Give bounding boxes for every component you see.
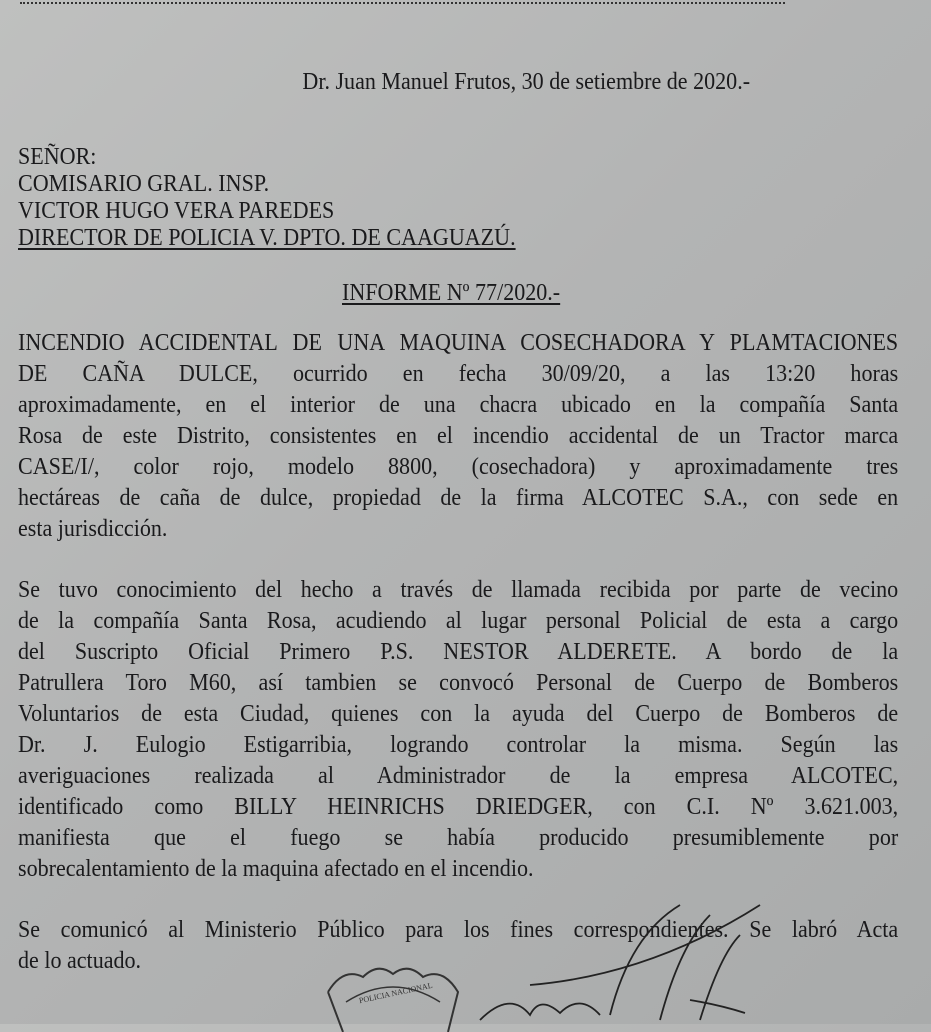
addressee-line: COMISARIO GRAL. INSP. — [18, 170, 270, 197]
text-line: hectáreas de caña de dulce, propiedad de la firma ALCOTEC S.A., con sede en — [18, 484, 899, 511]
addressee-line: SEÑOR: — [18, 143, 97, 170]
paragraph-1 — [18, 327, 898, 544]
paragraph-2 — [18, 574, 898, 884]
text-line: CASE/I/, color rojo, modelo 8800, (cosechadora) y aproximadamente tres — [18, 453, 899, 480]
text-line: Se tuvo conocimiento del hecho a través de llamada recibida por parte de vecino — [18, 576, 899, 603]
text-line: manifiesta que el fuego se había producido presumiblemente por — [18, 824, 899, 851]
date-line: Dr. Juan Manuel Frutos, 30 de setiembre de 2020.- — [302, 68, 751, 95]
text-line: Se comunicó al Ministerio Público para los fines correspondientes. Se labró Acta — [18, 916, 899, 943]
text-line: sobrecalentamiento de la maquina afectado en el incendio. — [18, 855, 534, 882]
dotted-rule — [20, 2, 785, 14]
addressee-line: VICTOR HUGO VERA PAREDES — [18, 197, 335, 224]
text-line: averiguaciones realizada al Administrador de la empresa ALCOTEC, — [18, 762, 899, 789]
text-line: Patrullera Toro M60, así tambien se convocó Personal de Cuerpo de Bomberos — [18, 669, 899, 696]
text-line: INCENDIO ACCIDENTAL DE UNA MAQUINA COSECHADORA Y PLAMTACIONES — [18, 329, 899, 356]
text-line: DE CAÑA DULCE, ocurrido en fecha 30/09/20, a las 13:20 horas — [18, 360, 899, 387]
text-line: de lo actuado. — [18, 947, 142, 974]
text-line: Voluntarios de esta Ciudad, quienes con la ayuda del Cuerpo de Bomberos de — [18, 700, 899, 727]
text-line: identificado como BILLY HEINRICHS DRIEDGER, con C.I. Nº 3.621.003, — [18, 793, 899, 820]
svg-text:POLICIA NACIONAL: POLICIA NACIONAL — [358, 980, 434, 1006]
police-seal-stamp — [318, 962, 468, 1032]
addressee-line: DIRECTOR DE POLICIA V. DPTO. DE CAAGUAZÚ. — [18, 224, 516, 251]
handwritten-signature — [470, 895, 770, 1025]
text-line: de la compañía Santa Rosa, acudiendo al lugar personal Policial de esta a cargo — [18, 607, 899, 634]
addressee-block — [18, 143, 516, 251]
text-line: aproximadamente, en el interior de una chacra ubicado en la compañía Santa — [18, 391, 899, 418]
report-title: INFORME Nº 77/2020.- — [342, 279, 561, 306]
text-line: del Suscripto Oficial Primero P.S. NESTOR ALDERETE. A bordo de la — [18, 638, 899, 665]
text-line: Dr. J. Eulogio Estigarribia, logrando controlar la misma. Según las — [18, 731, 899, 758]
text-line: esta jurisdicción. — [18, 515, 168, 542]
text-line: Rosa de este Distrito, consistentes en el incendio accidental de un Tractor marca — [18, 422, 899, 449]
